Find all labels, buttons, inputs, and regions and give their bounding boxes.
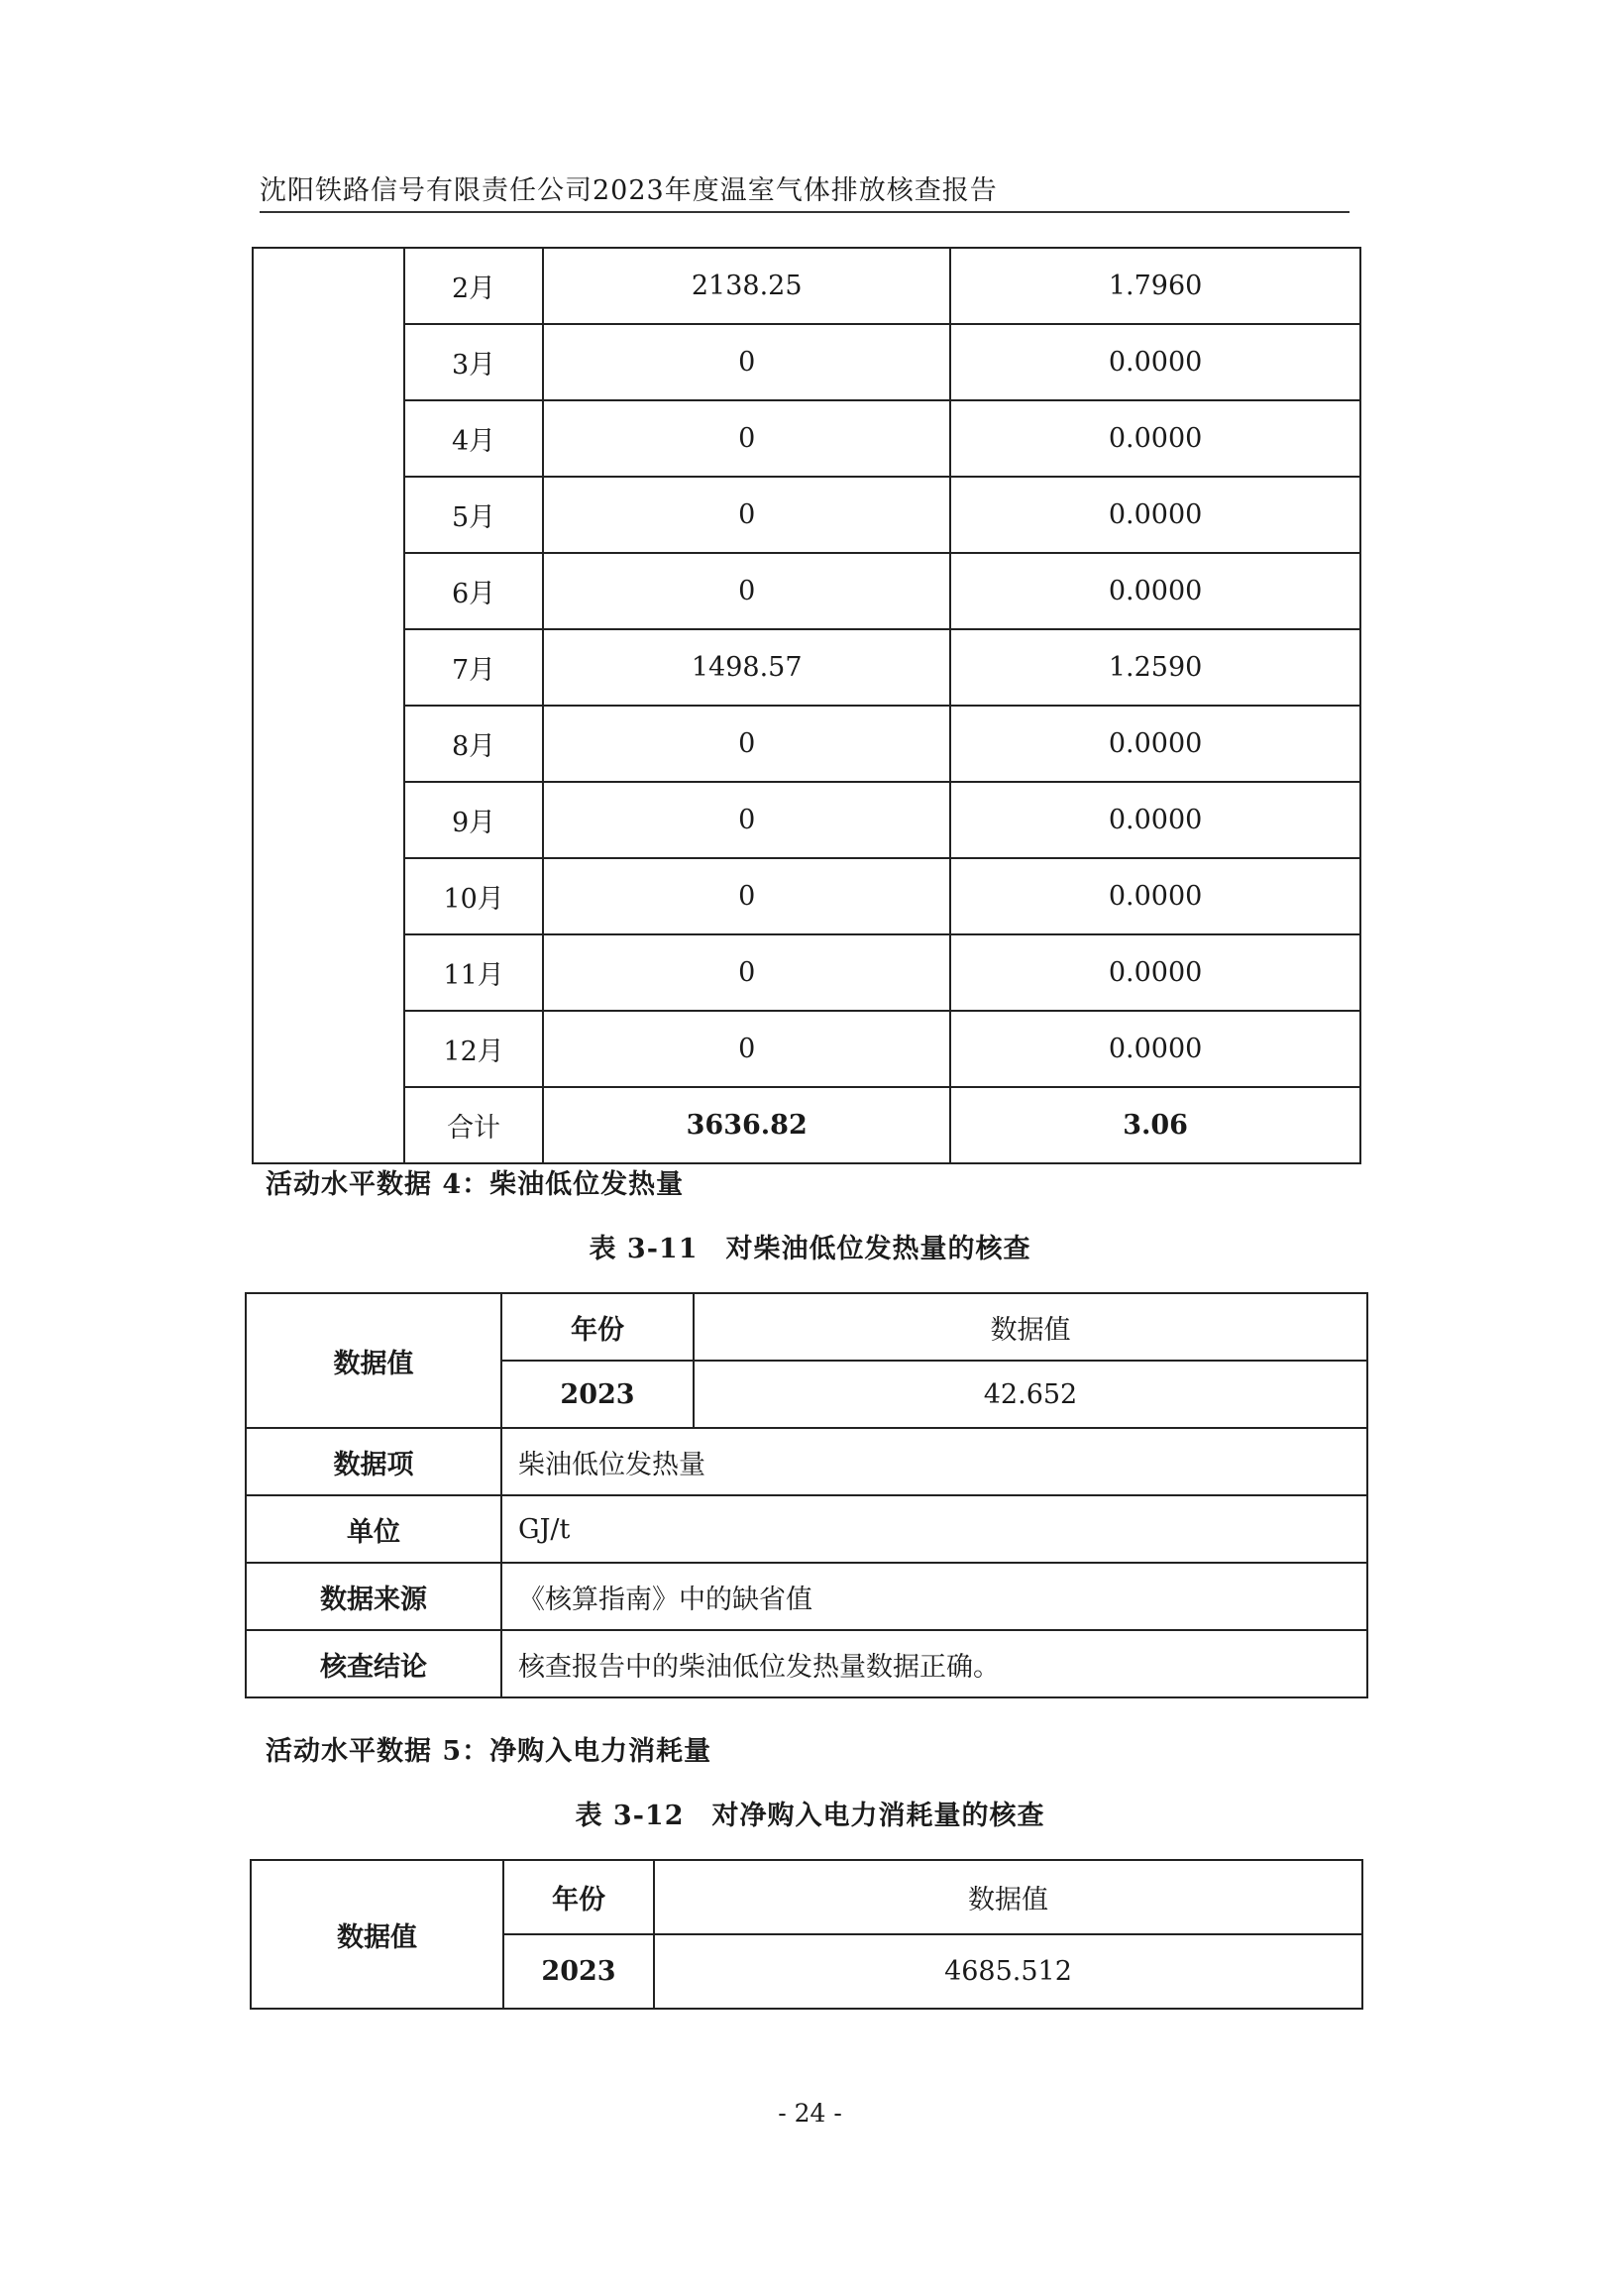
table-3-12-caption: 表 3-12 对净购入电力消耗量的核查 <box>575 1801 1045 1831</box>
table-row <box>253 1011 1360 1087</box>
value-cell: 1.2590 <box>950 629 1360 706</box>
value-cell: 0.0000 <box>950 400 1360 477</box>
month-cell: 4月 <box>404 400 543 477</box>
heat-value: 42.652 <box>694 1361 1367 1428</box>
diesel-heat-value-table <box>245 1292 1368 1698</box>
value-label: 数据值 <box>694 1293 1367 1361</box>
year-label: 年份 <box>501 1293 694 1361</box>
table-row <box>246 1293 1367 1361</box>
value-cell: 0.0000 <box>950 477 1360 553</box>
amount-cell: 0 <box>543 324 950 400</box>
value-cell: 0.0000 <box>950 553 1360 629</box>
item-label: 数据项 <box>246 1428 501 1495</box>
month-cell: 8月 <box>404 706 543 782</box>
amount-cell: 0 <box>543 400 950 477</box>
report-header: 沈阳铁路信号有限责任公司2023年度温室气体排放核查报告 <box>260 168 1350 213</box>
source-label: 数据来源 <box>246 1563 501 1630</box>
year-label: 年份 <box>503 1860 654 1934</box>
amount-cell: 0 <box>543 782 950 858</box>
month-cell: 3月 <box>404 324 543 400</box>
data-value-label: 数据值 <box>246 1293 501 1428</box>
table-row <box>253 782 1360 858</box>
source-value: 《核算指南》中的缺省值 <box>501 1563 1367 1630</box>
table-row <box>253 706 1360 782</box>
month-cell: 2月 <box>404 248 543 324</box>
table-row <box>246 1495 1367 1563</box>
section5-heading: 活动水平数据 5：净购入电力消耗量 <box>266 1736 712 1767</box>
amount-cell: 1498.57 <box>543 629 950 706</box>
value-cell: 0.0000 <box>950 706 1360 782</box>
table-row <box>246 1428 1367 1495</box>
total-label: 合计 <box>404 1087 543 1163</box>
amount-cell: 0 <box>543 706 950 782</box>
month-cell: 6月 <box>404 553 543 629</box>
table-row <box>253 629 1360 706</box>
monthly-consumption-table <box>252 247 1361 1164</box>
amount-cell: 0 <box>543 1011 950 1087</box>
month-cell: 11月 <box>404 934 543 1011</box>
table-row <box>251 1860 1362 1934</box>
net-purchased-power-table <box>250 1859 1363 2010</box>
table-row <box>246 1630 1367 1697</box>
table-row <box>253 934 1360 1011</box>
month-cell: 9月 <box>404 782 543 858</box>
power-value: 4685.512 <box>654 1934 1362 2009</box>
year-value: 2023 <box>501 1361 694 1428</box>
table-row <box>246 1563 1367 1630</box>
conclusion-value: 核查报告中的柴油低位发热量数据正确。 <box>501 1630 1367 1697</box>
page-number: - 24 - <box>778 2099 842 2128</box>
month-cell: 10月 <box>404 858 543 934</box>
unit-label: 单位 <box>246 1495 501 1563</box>
total-value: 3.06 <box>950 1087 1360 1163</box>
data-value-label: 数据值 <box>251 1860 503 2009</box>
month-cell: 5月 <box>404 477 543 553</box>
year-value: 2023 <box>503 1934 654 2009</box>
merged-category-cell <box>253 248 404 1163</box>
table-row <box>253 858 1360 934</box>
value-cell: 0.0000 <box>950 782 1360 858</box>
value-cell: 0.0000 <box>950 934 1360 1011</box>
value-label: 数据值 <box>654 1860 1362 1934</box>
table-row <box>253 248 1360 324</box>
amount-cell: 2138.25 <box>543 248 950 324</box>
item-value: 柴油低位发热量 <box>501 1428 1367 1495</box>
table-3-11-caption: 表 3-11 对柴油低位发热量的核查 <box>589 1234 1031 1264</box>
month-cell: 12月 <box>404 1011 543 1087</box>
section4-heading: 活动水平数据 4：柴油低位发热量 <box>266 1169 685 1200</box>
month-cell: 7月 <box>404 629 543 706</box>
amount-cell: 0 <box>543 477 950 553</box>
table-row <box>253 477 1360 553</box>
value-cell: 1.7960 <box>950 248 1360 324</box>
unit-value: GJ/t <box>501 1495 1367 1563</box>
table-row <box>253 553 1360 629</box>
amount-cell: 0 <box>543 858 950 934</box>
value-cell: 0.0000 <box>950 1011 1360 1087</box>
amount-cell: 0 <box>543 553 950 629</box>
value-cell: 0.0000 <box>950 324 1360 400</box>
conclusion-label: 核查结论 <box>246 1630 501 1697</box>
amount-cell: 0 <box>543 934 950 1011</box>
value-cell: 0.0000 <box>950 858 1360 934</box>
total-amount: 3636.82 <box>543 1087 950 1163</box>
table-row <box>253 324 1360 400</box>
total-row <box>253 1087 1360 1163</box>
table-row <box>253 400 1360 477</box>
